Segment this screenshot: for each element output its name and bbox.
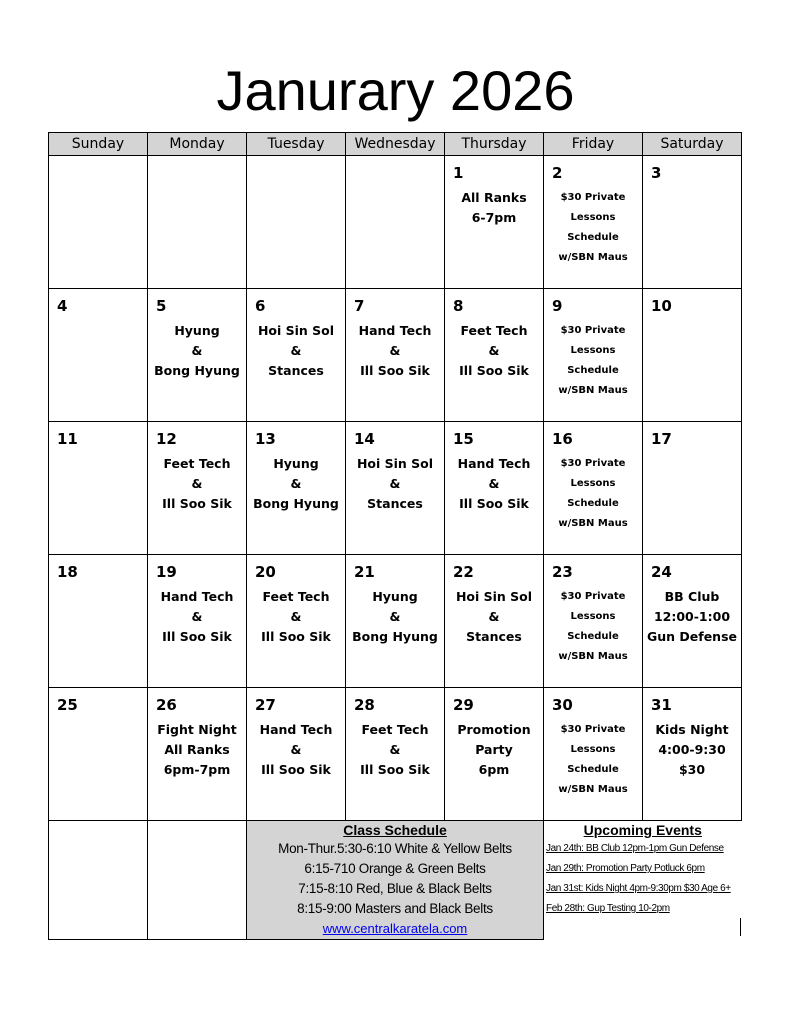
day-cell — [247, 555, 346, 688]
day-event — [148, 720, 246, 780]
day-number: 15 — [453, 430, 474, 448]
day-number: 22 — [453, 563, 474, 581]
day-number: 7 — [354, 297, 365, 315]
day-cell — [643, 289, 742, 422]
event-line: Ill Soo Sik — [459, 363, 529, 378]
website-link[interactable]: www.centralkaratela.com — [322, 921, 468, 936]
day-cell — [445, 688, 544, 821]
event-line: All Ranks — [164, 742, 230, 757]
upcoming-event: Jan 31st: Kids Night 4pm-9:30pm $30 Age 6+ — [546, 883, 731, 894]
event-line: Hoi Sin Sol — [257, 323, 335, 338]
calendar-title: Janurary 2026 — [216, 59, 575, 122]
event-line: & — [290, 343, 302, 358]
day-cell — [49, 555, 148, 688]
event-line: Bong Hyung — [352, 629, 438, 644]
class-schedule-line: Mon-Thur.5:30-6:10 White & Yellow Belts — [278, 841, 512, 856]
day-cell — [544, 156, 643, 289]
calendar-grid — [48, 132, 742, 940]
footer-row — [49, 821, 742, 940]
day-number: 17 — [651, 430, 672, 448]
weekday-header-row — [49, 133, 742, 156]
day-event — [445, 720, 543, 780]
day-event — [544, 587, 642, 667]
day-event — [643, 720, 741, 780]
event-line: & — [191, 609, 203, 624]
class-schedule-title: Class Schedule — [343, 822, 447, 838]
day-number: 6 — [255, 297, 266, 315]
event-line: Kids Night — [655, 722, 729, 737]
event-line: & — [389, 609, 401, 624]
empty-cell — [148, 821, 247, 940]
day-cell — [148, 422, 247, 555]
event-line: Ill Soo Sik — [261, 629, 331, 644]
day-cell — [445, 555, 544, 688]
event-line: Hyung — [273, 456, 319, 471]
day-cell — [247, 422, 346, 555]
event-line: Hyung — [372, 589, 418, 604]
day-event — [445, 454, 543, 514]
event-line: $30 Private — [560, 325, 626, 336]
event-line: Lessons — [570, 212, 616, 223]
day-number: 10 — [651, 297, 672, 315]
day-event — [247, 454, 345, 514]
event-line: Fight Night — [157, 722, 237, 737]
event-line: Schedule — [567, 232, 619, 243]
event-line: Stances — [466, 629, 522, 644]
day-event — [148, 454, 246, 514]
day-cell — [346, 555, 445, 688]
upcoming-event: Jan 24th: BB Club 12pm-1pm Gun Defense — [546, 843, 724, 854]
event-line: Lessons — [570, 744, 616, 755]
day-cell — [544, 422, 643, 555]
day-number: 9 — [552, 297, 563, 315]
day-cell — [643, 422, 742, 555]
event-line: Ill Soo Sik — [360, 363, 430, 378]
day-cell — [49, 422, 148, 555]
day-number: 18 — [57, 563, 78, 581]
day-cell — [544, 555, 643, 688]
day-number: 14 — [354, 430, 375, 448]
day-number — [346, 156, 444, 182]
day-number: 2 — [552, 164, 563, 182]
day-event — [445, 188, 543, 228]
day-cell — [247, 289, 346, 422]
event-line: & — [389, 476, 401, 491]
day-cell — [49, 289, 148, 422]
weekday-header: Friday — [544, 133, 643, 156]
event-line: Gun Defense — [647, 629, 737, 644]
event-line: Schedule — [567, 498, 619, 509]
event-line: & — [191, 343, 203, 358]
day-number: 31 — [651, 696, 672, 714]
event-line: w/SBN Maus — [558, 518, 628, 529]
day-number: 1 — [453, 164, 464, 182]
day-cell — [49, 688, 148, 821]
day-cell — [148, 555, 247, 688]
upcoming-event: Jan 29th: Promotion Party Potluck 6pm — [546, 863, 705, 874]
event-line: $30 Private — [560, 458, 626, 469]
weekday-header: Tuesday — [247, 133, 346, 156]
day-number: 3 — [651, 164, 662, 182]
event-line: Schedule — [567, 631, 619, 642]
class-schedule-line: 6:15-710 Orange & Green Belts — [304, 861, 486, 876]
upcoming-event: Feb 28th: Gup Testing 10-2pm — [546, 903, 670, 914]
event-line: Stances — [367, 496, 423, 511]
day-cell — [148, 289, 247, 422]
day-number: 25 — [57, 696, 78, 714]
event-line: BB Club — [664, 589, 720, 604]
event-line: All Ranks — [461, 190, 527, 205]
border-tick — [740, 918, 741, 936]
event-line: $30 — [678, 762, 706, 777]
day-number: 29 — [453, 696, 474, 714]
day-event — [346, 587, 444, 647]
week-row — [49, 555, 742, 688]
event-line: Ill Soo Sik — [261, 762, 331, 777]
event-line: Party — [475, 742, 513, 757]
day-number: 11 — [57, 430, 78, 448]
event-line: w/SBN Maus — [558, 385, 628, 396]
weekday-header: Saturday — [643, 133, 742, 156]
week-row — [49, 156, 742, 289]
day-event — [643, 587, 741, 647]
empty-cell — [49, 821, 148, 940]
day-number: 4 — [57, 297, 68, 315]
event-line: Ill Soo Sik — [162, 496, 232, 511]
event-line: 12:00-1:00 — [653, 609, 731, 624]
day-event — [346, 321, 444, 381]
day-event — [148, 321, 246, 381]
week-row — [49, 289, 742, 422]
day-cell — [445, 289, 544, 422]
event-line: Feet Tech — [262, 589, 330, 604]
event-line: Hand Tech — [259, 722, 333, 737]
day-cell — [544, 688, 643, 821]
day-number: 26 — [156, 696, 177, 714]
event-line: Hoi Sin Sol — [356, 456, 434, 471]
event-line: Feet Tech — [163, 456, 231, 471]
day-cell — [346, 289, 445, 422]
event-line: 6pm-7pm — [163, 762, 231, 777]
event-line: Hand Tech — [358, 323, 432, 338]
event-line: 6-7pm — [471, 210, 517, 225]
event-line: Bong Hyung — [154, 363, 240, 378]
day-cell — [544, 289, 643, 422]
day-cell — [148, 688, 247, 821]
upcoming-events-title: Upcoming Events — [583, 822, 702, 838]
day-number: 16 — [552, 430, 573, 448]
day-number: 20 — [255, 563, 276, 581]
event-line: w/SBN Maus — [558, 784, 628, 795]
day-number: 24 — [651, 563, 672, 581]
day-number: 23 — [552, 563, 573, 581]
day-event — [544, 188, 642, 268]
day-event — [445, 587, 543, 647]
event-line: w/SBN Maus — [558, 651, 628, 662]
event-line: & — [290, 609, 302, 624]
event-line: & — [191, 476, 203, 491]
week-row — [49, 422, 742, 555]
day-number — [247, 156, 345, 182]
class-schedule-panel — [247, 821, 544, 940]
day-event — [346, 720, 444, 780]
day-cell — [643, 688, 742, 821]
day-event — [445, 321, 543, 381]
event-line: Ill Soo Sik — [162, 629, 232, 644]
event-line: Promotion — [457, 722, 531, 737]
event-line: w/SBN Maus — [558, 252, 628, 263]
weekday-header: Thursday — [445, 133, 544, 156]
weekday-header: Wednesday — [346, 133, 445, 156]
day-event — [247, 720, 345, 780]
day-number — [148, 156, 246, 182]
day-number: 12 — [156, 430, 177, 448]
day-event — [346, 454, 444, 514]
day-number: 5 — [156, 297, 167, 315]
event-line: Lessons — [570, 345, 616, 356]
event-line: Feet Tech — [361, 722, 429, 737]
day-cell — [445, 422, 544, 555]
day-cell — [346, 422, 445, 555]
event-line: Lessons — [570, 611, 616, 622]
week-row — [49, 688, 742, 821]
day-number: 27 — [255, 696, 276, 714]
day-cell — [445, 156, 544, 289]
event-line: & — [488, 476, 500, 491]
day-event — [544, 720, 642, 800]
day-number: 8 — [453, 297, 464, 315]
event-line: $30 Private — [560, 591, 626, 602]
event-line: Hyung — [174, 323, 220, 338]
event-line: Bong Hyung — [253, 496, 339, 511]
day-cell — [49, 156, 148, 289]
event-line: Hand Tech — [457, 456, 531, 471]
event-line: & — [290, 476, 302, 491]
class-schedule-line: 7:15-8:10 Red, Blue & Black Belts — [298, 881, 492, 896]
day-event — [247, 321, 345, 381]
event-line: Hoi Sin Sol — [455, 589, 533, 604]
event-line: Stances — [268, 363, 324, 378]
day-cell — [346, 156, 445, 289]
event-line: Ill Soo Sik — [459, 496, 529, 511]
event-line: 4:00-9:30 — [658, 742, 726, 757]
event-line: Lessons — [570, 478, 616, 489]
event-line: $30 Private — [560, 724, 626, 735]
day-number: 13 — [255, 430, 276, 448]
day-event — [544, 321, 642, 401]
event-line: Schedule — [567, 764, 619, 775]
day-event — [148, 587, 246, 647]
day-number — [49, 156, 147, 182]
day-number: 28 — [354, 696, 375, 714]
event-line: Ill Soo Sik — [360, 762, 430, 777]
day-cell — [148, 156, 247, 289]
day-cell — [247, 156, 346, 289]
event-line: & — [290, 742, 302, 757]
day-event — [544, 454, 642, 534]
event-line: & — [389, 343, 401, 358]
day-number: 19 — [156, 563, 177, 581]
day-number: 21 — [354, 563, 375, 581]
day-number: 30 — [552, 696, 573, 714]
day-cell — [643, 156, 742, 289]
class-schedule-line: 8:15-9:00 Masters and Black Belts — [297, 901, 493, 916]
day-cell — [643, 555, 742, 688]
day-cell — [346, 688, 445, 821]
event-line: & — [389, 742, 401, 757]
event-line: Feet Tech — [460, 323, 528, 338]
weekday-header: Monday — [148, 133, 247, 156]
weekday-header: Sunday — [49, 133, 148, 156]
event-line: & — [488, 609, 500, 624]
day-event — [247, 587, 345, 647]
event-line: & — [488, 343, 500, 358]
event-line: Schedule — [567, 365, 619, 376]
event-line: $30 Private — [560, 192, 626, 203]
event-line: 6pm — [478, 762, 510, 777]
upcoming-events-panel — [544, 821, 742, 940]
event-line: Hand Tech — [160, 589, 234, 604]
day-cell — [247, 688, 346, 821]
